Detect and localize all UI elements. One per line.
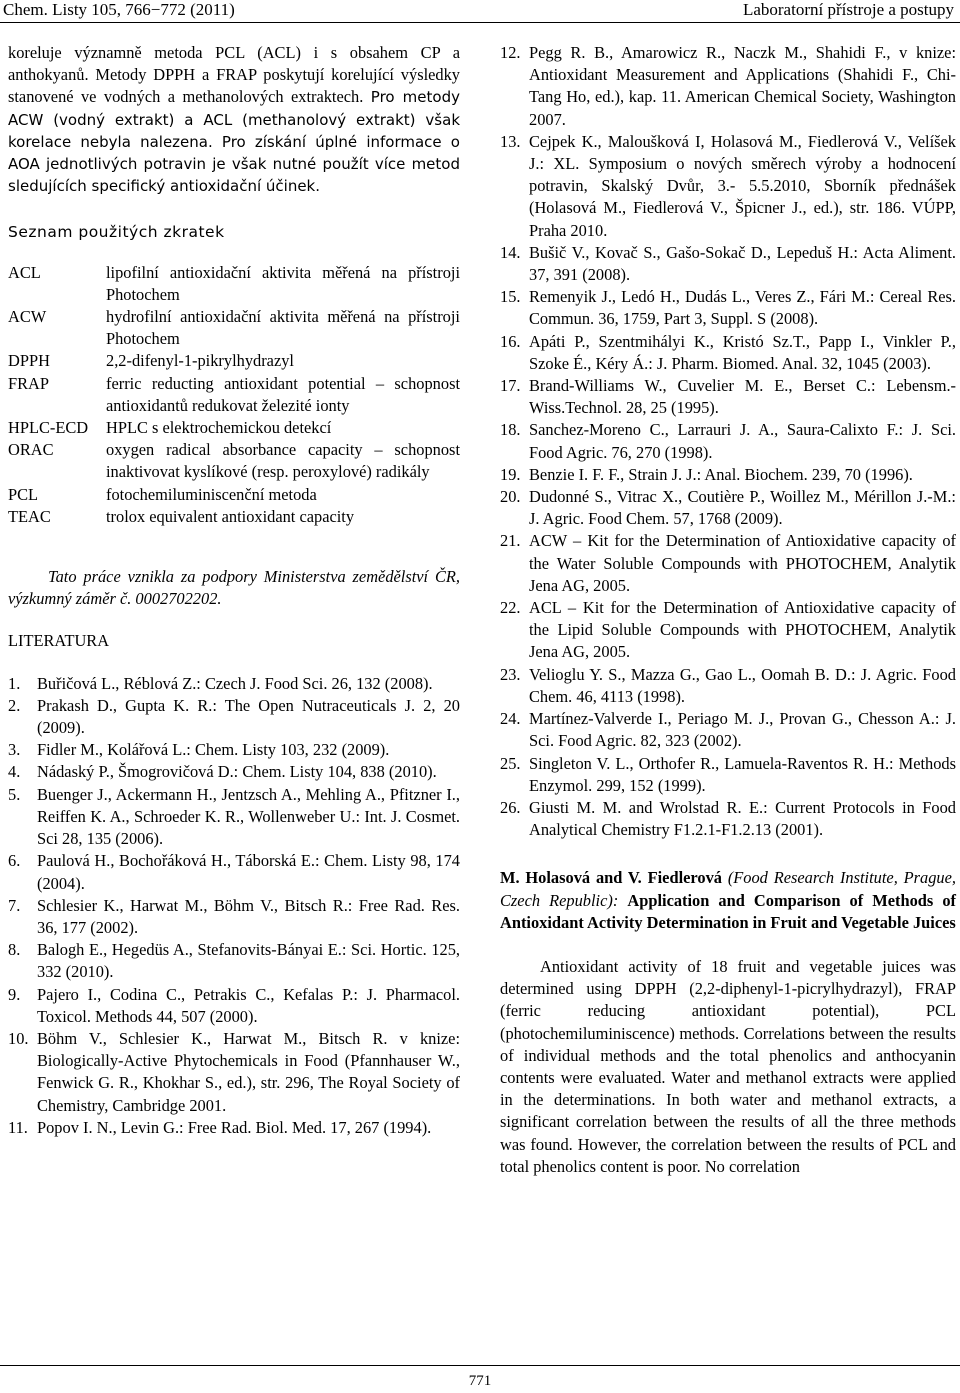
reference-text: Bušič V., Kovač S., Gašo-Sokač D., Lepeduš H.: Acta Aliment. 37, 391 (2008). [529,242,956,285]
reference-number: 25. [500,753,521,773]
abbreviation-term: HPLC-ECD [8,418,89,438]
literature-title: LITERATURA [8,631,110,651]
reference-number: 8. [8,940,21,960]
abbreviation-row [8,439,460,483]
abbreviation-definition: oxygen radical absorbance capacity – schopnost inaktivovat kyslíkové (resp. peroxylové) radikály [106,440,460,482]
reference-text: Prakash D., Gupta K. R.: The Open Nutraceuticals J. 2, 20 (2009). [37,695,460,738]
abstract-heading [500,867,956,934]
reference-number: 5. [8,784,21,804]
reference-number: 10. [8,1028,29,1048]
reference-number: 17. [500,376,521,396]
abbreviation-definition: ferric reducting antioxidant potential – schopnost antioxidantů redukovat železité ionty [106,373,460,415]
footer-rule [0,1365,960,1366]
reference-number: 4. [8,762,21,782]
reference-number: 9. [8,984,21,1004]
reference-text: Sanchez-Moreno C., Larrauri J. A., Saura-Calixto F.: J. Sci. Food Agric. 76, 270 (1998). [529,420,956,462]
reference-text: Martínez-Valverde I., Periago M. J., Provan G., Chesson A.: J. Sci. Food Agric. 82, 323 (2002). [529,709,956,751]
acknowledgement: Tato práce vznikla za podpory Ministerstva zemědělství ČR, výzkumný záměr č. 0002702202. [8,567,460,609]
reference-number: 1. [8,673,21,693]
reference-number: 12. [500,43,521,62]
abbreviation-term: TEAC [8,506,51,526]
reference-number: 11. [8,1117,28,1137]
reference-item [500,286,956,330]
reference-item [500,708,956,752]
reference-text: Balogh E., Hegedüs A., Stefanovits-Bányai E.: Sci. Hortic. 125, 332 (2010). [37,940,460,982]
reference-item [500,464,956,486]
left-column [8,42,460,1139]
abbreviation-row [8,417,460,439]
abbreviation-definition: trolox equivalent antioxidant capacity [106,506,355,526]
page-footer [0,1365,960,1393]
section-name: Laboratorní přístroje a postupy [742,0,954,19]
reference-item [8,739,460,761]
reference-text: Fidler M., Kolářová L.: Chem. Listy 103, 232 (2009). [37,740,390,760]
reference-item [500,375,956,419]
reference-number: 15. [500,287,521,307]
reference-item [8,695,460,739]
abbreviation-row [8,506,460,528]
reference-number: 6. [8,851,21,871]
reference-text: ACW – Kit for the Determination of Antioxidative capacity of the Water Soluble Compounds with PHOTOCHEM, Analytik Jena AG, 2005. [529,531,956,595]
reference-text: Pegg R. B., Amarowicz R., Naczk M., Shahidi F., v knize: Antioxidant Measurement and Applications (Shahidi F., Chi-Tang Ho, ed.), kap. 11. American Chemical Society, Washington 2007. [529,43,956,129]
reference-number: 13. [500,131,521,151]
reference-number: 24. [500,709,521,729]
reference-text: Apáti P., Szentmihályi K., Kristó Sz.T., Papp I., Vinkler P., Szoke É., Kéry Á.: J. Pharm. Biomed. Anal. 32, 1045 (2003). [529,331,956,373]
abbreviation-row [8,373,460,417]
reference-text: Dudonné S., Vitrac X., Coutière P., Woillez M., Mérillon J.-M.: J. Agric. Food Chem. 57, 1768 (2009). [529,487,956,529]
abstract-body: Antioxidant activity of 18 fruit and vegetable juices was determined using DPPH (2,2-diphenyl-1-picrylhydrazyl), FRAP (ferric reducing antioxidant potential), PCL (photochemiluminiscence) methods. Correlations between the results of individual methods and the total phenolics and anthocyanin contents were evaluated. Water and methanol extracts were applied in the determinations. In both water and methanol extracts, a significant correlation between the results of all the three methods was found. However, the correlation between the results of PCL and total phenolics content is poor. No correlation [500,956,956,1176]
reference-text: Singleton V. L., Orthofer R., Lamuela-Raventos R. H.: Methods Enzymol. 299, 152 (1999). [529,753,956,795]
abbreviation-definition: hydrofilní antioxidační aktivita měřená na přístroji Photochem [106,307,460,349]
reference-text: Schlesier K., Harwat M., Böhm V., Bitsch R.: Free Rad. Res. 36, 177 (2002). [37,895,460,937]
reference-item [8,1117,460,1139]
reference-text: Remenyik J., Ledó H., Dudás L., Veres Z., Fári M.: Cereal Res. Commun. 36, 1759, Part 3, Suppl. S (2008). [529,287,956,329]
reference-number: 22. [500,598,521,618]
reference-text: ACL – Kit for the Determination of Antioxidative capacity of the Lipid Soluble Compounds with PHOTOCHEM, Analytik Jena AG, 2005. [529,598,956,662]
abbreviations-title: Seznam použitých zkratek [8,223,225,242]
abbreviations-list [8,262,460,528]
reference-text: Giusti M. M. and Wrolstad R. E.: Current Protocols in Food Analytical Chemistry F1.2.1-F1.2.13 (2001). [529,797,956,840]
abbreviation-definition: lipofilní antioxidační aktivita měřená na přístroji Photochem [106,262,460,304]
intro-paragraph [8,42,460,197]
abbreviation-definition: fotochemiluminiscenční metoda [106,484,317,504]
reference-item [8,673,460,695]
reference-item [8,784,460,851]
reference-number: 3. [8,740,21,760]
reference-number: 23. [500,664,521,684]
reference-number: 26. [500,797,521,817]
references-list-right [500,42,956,841]
reference-number: 14. [500,242,521,262]
reference-item [8,850,460,894]
journal-citation: Chem. Listy 105, 766−772 (2011) [3,0,235,19]
abstract-title: Application and Comparison of Methods of Antioxidant Activity Determination in Fruit and Vegetable Juices [500,890,956,932]
reference-item [500,797,956,841]
reference-item [500,131,956,242]
reference-item [500,419,956,463]
reference-text: Benzie I. F. F., Strain J. J.: Anal. Biochem. 239, 70 (1996). [529,464,913,484]
running-header [0,0,960,22]
reference-item [500,597,956,664]
intro-sans-text: Pro metody ACW (vodný extrakt) a ACL (methanolový extrakt) však korelace nebyla nalezena. Pro získání úplné informace o AOA jednotlivých potravin je však nutné použít více metod sledujících specifický antioxidační účinek. [8,88,460,196]
abbreviation-row [8,262,460,306]
reference-item [8,984,460,1028]
abbreviation-term: ACW [8,307,47,327]
reference-text: Buřičová L., Réblová Z.: Czech J. Food Sci. 26, 132 (2008). [37,673,433,693]
reference-text: Paulová H., Bochořáková H., Táborská E.: Chem. Listy 98, 174 (2004). [37,851,460,893]
reference-number: 7. [8,895,21,915]
reference-number: 19. [500,464,521,484]
reference-text: Böhm V., Schlesier K., Harwat M., Bitsch R. v knize: Biologically-Active Phytochemicals in Food (Pfannhauser W., Fenwick G. R., Khokhar S., ed.), str. 296, The Royal Society of Chemistry, Cambridge 2001. [37,1028,460,1115]
reference-text: Buenger J., Ackermann H., Jentzsch A., Mehling A., Pfitzner I., Reiffen K. A., Schroeder K. R., Wollenweber U.: Int. J. Cosmet. Sci 28, 135 (2006). [37,784,460,849]
abbreviation-definition: HPLC s elektrochemickou detekcí [106,418,332,438]
reference-item [500,530,956,597]
reference-number: 2. [8,695,21,715]
page-number: 771 [468,1373,492,1389]
abbreviation-term: ACL [8,262,41,282]
abbreviation-row [8,350,460,372]
abstract-affiliation: (Food Research Institute, Prague, Czech Republic): [500,868,956,910]
reference-text: Brand-Williams W., Cuvelier M. E., Berset C.: Lebensm.-Wiss.Technol. 28, 25 (1995). [529,376,956,418]
reference-item [8,1028,460,1117]
abbreviation-term: ORAC [8,440,54,460]
right-column [500,42,956,1194]
reference-item [500,664,956,708]
reference-text: Cejpek K., Maloušková I, Holasová M., Fiedlerová V., Velíšek J.: XL. Symposium o nových směrech výroby a hodnocení potravin, Skalský Dvůr, 3.- 5.5.2010, Sborník přednášek (Holasová M., Fiedlerová V., Špicner J., ed.), str. 186. VÚPP, Praha 2010. [529,131,956,240]
intro-serif-text: koreluje významně metoda PCL (ACL) i s obsahem CP a anthokyanů. Metody DPPH a FRAP poskytují korelující výsledky stanovené ve vodných a methanolových extraktech. [8,43,460,107]
abbreviation-row [8,484,460,506]
abbreviation-term: PCL [8,484,39,504]
reference-text: Pajero I., Codina C., Petrakis C., Kefalas P.: J. Pharmacol. Toxicol. Methods 44, 507 (2000). [37,984,460,1026]
reference-number: 21. [500,531,521,551]
reference-item [500,331,956,375]
reference-item [8,761,460,783]
reference-item [500,753,956,797]
abbreviation-definition: 2,2-difenyl-1-pikrylhydrazyl [106,351,294,371]
reference-number: 16. [500,331,521,351]
reference-item [8,939,460,983]
abbreviation-row [8,306,460,350]
reference-number: 18. [500,420,521,440]
reference-item [8,895,460,939]
header-rule [0,22,960,23]
reference-item [500,42,956,131]
reference-text: Velioglu Y. S., Mazza G., Gao L., Oomah B. D.: J. Agric. Food Chem. 46, 4113 (1998). [529,664,956,706]
reference-text: Popov I. N., Levin G.: Free Rad. Biol. Med. 17, 267 (1994). [37,1117,432,1137]
reference-item [500,242,956,286]
abbreviation-term: FRAP [8,373,50,393]
references-list-left [8,673,460,1139]
abbreviation-term: DPPH [8,351,50,371]
reference-number: 20. [500,487,521,507]
abstract-authors: M. Holasová and V. Fiedlerová [500,868,722,888]
reference-item [500,486,956,530]
reference-text: Nádaský P., Šmogrovičová D.: Chem. Listy 104, 838 (2010). [37,762,437,782]
